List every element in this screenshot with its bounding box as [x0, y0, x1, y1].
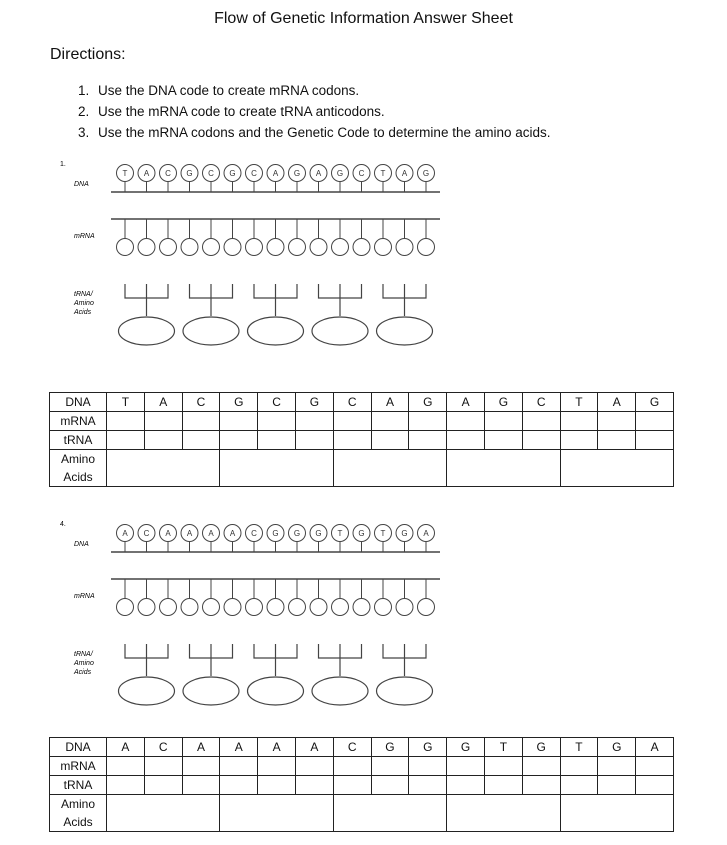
trna-fork	[254, 284, 297, 316]
dna-base-letter: T	[337, 529, 343, 538]
direction-step: 1. Use the DNA code to create mRNA codons.	[78, 83, 360, 98]
dna-base-letter: G	[293, 529, 301, 538]
mrna-answer-cell[interactable]	[484, 412, 522, 431]
trna-answer-cell[interactable]	[522, 431, 560, 450]
mrna-base-circle	[160, 599, 177, 616]
dna-base-letter: G	[229, 169, 236, 178]
dna-base-cell: A	[258, 738, 296, 757]
directions-heading: Directions:	[50, 46, 126, 63]
amino-acid-oval	[183, 677, 239, 705]
trna-answer-cell[interactable]	[107, 431, 145, 450]
dna-label: DNA	[74, 181, 89, 188]
mrna-answer-cell[interactable]	[144, 412, 182, 431]
dna-base-letter: G	[401, 529, 408, 538]
dna-base-letter: A	[401, 169, 408, 178]
dna-base-cell: C	[333, 393, 371, 412]
amino-acid-oval	[183, 317, 239, 345]
mrna-answer-cell[interactable]	[182, 757, 220, 776]
mrna-answer-cell[interactable]	[295, 412, 333, 431]
trna-answer-cell[interactable]	[295, 431, 333, 450]
dna-base-letter: A	[186, 529, 193, 538]
trna-answer-cell[interactable]	[144, 776, 182, 795]
dna-diagram-2	[58, 516, 458, 716]
directions-list	[78, 80, 551, 143]
mrna-answer-cell[interactable]	[636, 412, 674, 431]
dna-base-letter: A	[122, 529, 128, 538]
dna-base-letter: G	[336, 169, 344, 178]
amino-acid-oval	[312, 317, 368, 345]
dna-base-cell: A	[220, 738, 258, 757]
mrna-base-circle	[267, 239, 284, 256]
trna-answer-cell[interactable]	[409, 431, 447, 450]
dna-base-letter: A	[165, 529, 171, 538]
trna-fork	[383, 644, 426, 676]
dna-base-cell: T	[107, 393, 145, 412]
dna-base-cell: A	[371, 393, 409, 412]
amino-acid-answer-cell[interactable]	[107, 795, 220, 832]
trna-answer-cell[interactable]	[220, 776, 258, 795]
mrna-base-circle	[353, 239, 370, 256]
mrna-base-circle	[267, 599, 284, 616]
trna-answer-cell[interactable]	[182, 431, 220, 450]
mrna-answer-cell[interactable]	[522, 757, 560, 776]
mrna-answer-cell[interactable]	[371, 412, 409, 431]
dna-base-cell: G	[409, 393, 447, 412]
trna-answer-cell[interactable]	[107, 776, 145, 795]
trna-answer-cell[interactable]	[295, 776, 333, 795]
mrna-base-circle	[160, 239, 177, 256]
dna-base-cell: G	[295, 393, 333, 412]
dna-base-letter: C	[251, 529, 257, 538]
mrna-answer-cell[interactable]	[182, 412, 220, 431]
dna-base-letter: G	[315, 529, 322, 538]
mrna-base-circle	[353, 599, 370, 616]
mrna-answer-cell[interactable]	[598, 757, 636, 776]
dna-base-letter: G	[358, 529, 365, 538]
direction-step: 3. Use the mRNA codons and the Genetic Code to determine the amino acids.	[78, 125, 551, 140]
mrna-answer-cell[interactable]	[484, 757, 522, 776]
dna-base-letter: G	[293, 169, 301, 178]
mrna-answer-cell[interactable]	[107, 412, 145, 431]
dna-base-letter: G	[186, 169, 193, 178]
mrna-answer-cell[interactable]	[371, 757, 409, 776]
trna-answer-cell[interactable]	[598, 431, 636, 450]
mrna-answer-cell[interactable]	[258, 412, 296, 431]
trna-answer-cell[interactable]	[371, 776, 409, 795]
mrna-base-circle	[117, 599, 134, 616]
mrna-base-circle	[181, 239, 198, 256]
row-label-mrna: mRNA	[50, 412, 107, 431]
dna-strand	[111, 525, 440, 553]
dna-base-letter: C	[143, 529, 150, 538]
dna-base-cell: C	[333, 738, 371, 757]
mrna-label: mRNA	[74, 593, 95, 600]
mrna-answer-cell[interactable]	[598, 412, 636, 431]
amino-acid-oval	[377, 677, 433, 705]
mrna-answer-cell[interactable]	[333, 412, 371, 431]
dna-base-cell: A	[182, 738, 220, 757]
trna-answer-cell[interactable]	[144, 431, 182, 450]
trna-answer-cell[interactable]	[484, 431, 522, 450]
dna-base-cell: A	[598, 393, 636, 412]
dna-base-cell: G	[371, 738, 409, 757]
trna-fork	[383, 284, 426, 316]
mrna-answer-cell[interactable]	[522, 412, 560, 431]
trna-fork	[190, 284, 233, 316]
trna-amino-acid-row	[119, 644, 433, 705]
dna-base-cell: T	[560, 393, 598, 412]
dna-base-letter: G	[272, 529, 279, 538]
mrna-base-circle	[203, 239, 220, 256]
trna-answer-cell[interactable]	[258, 431, 296, 450]
amino-acid-answer-cell[interactable]	[220, 795, 333, 832]
mrna-answer-cell[interactable]	[107, 757, 145, 776]
amino-acid-answer-cell[interactable]	[447, 795, 560, 832]
mrna-base-circle	[332, 599, 349, 616]
amino-acid-answer-cell[interactable]	[220, 450, 333, 487]
dna-base-letter: A	[423, 529, 429, 538]
trna-answer-cell[interactable]	[560, 431, 598, 450]
trna-answer-cell[interactable]	[333, 431, 371, 450]
dna-base-letter: A	[229, 529, 236, 538]
page-title: Flow of Genetic Information Answer Sheet	[214, 10, 513, 27]
mrna-base-circle	[396, 239, 413, 256]
trna-answer-cell[interactable]	[522, 776, 560, 795]
dna-base-cell: A	[636, 738, 674, 757]
dna-base-cell: C	[182, 393, 220, 412]
amino-acid-answer-cell[interactable]	[333, 795, 446, 832]
mrna-answer-cell[interactable]	[409, 757, 447, 776]
mrna-base-circle	[332, 239, 349, 256]
dna-base-cell: G	[220, 393, 258, 412]
mrna-base-circle	[289, 599, 306, 616]
acids-label: Acids	[74, 309, 92, 316]
trna-fork	[254, 644, 297, 676]
amino-acid-oval	[248, 677, 304, 705]
dna-strand	[111, 165, 440, 193]
trna-fork	[190, 644, 233, 676]
mrna-base-circle	[418, 599, 435, 616]
trna-answer-cell[interactable]	[333, 776, 371, 795]
trna-answer-cell[interactable]	[447, 776, 485, 795]
row-label-dna: DNA	[50, 738, 107, 757]
mrna-base-circle	[117, 239, 134, 256]
mrna-base-circle	[310, 599, 327, 616]
mrna-answer-cell[interactable]	[295, 757, 333, 776]
trna-label: tRNA/	[74, 291, 93, 298]
mrna-base-circle	[224, 599, 241, 616]
mrna-answer-cell[interactable]	[144, 757, 182, 776]
trna-amino-acid-row	[119, 284, 433, 345]
dna-base-letter: A	[208, 529, 214, 538]
mrna-base-circle	[246, 599, 263, 616]
dna-diagram-1	[58, 156, 458, 356]
amino-acid-answer-cell[interactable]	[560, 450, 673, 487]
dna-base-letter: A	[143, 169, 150, 178]
dna-base-cell: G	[447, 738, 485, 757]
dna-base-letter: T	[380, 169, 386, 178]
trna-fork	[319, 644, 362, 676]
trna-answer-cell[interactable]	[220, 431, 258, 450]
mrna-answer-cell[interactable]	[560, 757, 598, 776]
dna-base-cell: A	[107, 738, 145, 757]
mrna-answer-cell[interactable]	[447, 757, 485, 776]
trna-answer-cell[interactable]	[371, 431, 409, 450]
mrna-answer-cell[interactable]	[447, 412, 485, 431]
dna-base-letter: G	[422, 169, 430, 178]
dna-base-letter: T	[380, 529, 386, 538]
trna-label: tRNA/	[74, 651, 93, 658]
mrna-answer-cell[interactable]	[560, 412, 598, 431]
dna-base-cell: C	[258, 393, 296, 412]
mrna-answer-cell[interactable]	[333, 757, 371, 776]
mrna-base-circle	[138, 599, 155, 616]
direction-step: 2. Use the mRNA code to create tRNA anticodons.	[78, 104, 385, 119]
dna-base-cell: T	[560, 738, 598, 757]
amino-acid-oval	[248, 317, 304, 345]
mrna-answer-cell[interactable]	[409, 412, 447, 431]
trna-answer-cell[interactable]	[560, 776, 598, 795]
trna-answer-cell[interactable]	[409, 776, 447, 795]
mrna-answer-cell[interactable]	[636, 757, 674, 776]
mrna-base-circle	[396, 599, 413, 616]
mrna-base-circle	[418, 239, 435, 256]
dna-base-letter: A	[272, 169, 279, 178]
amino-acid-oval	[119, 677, 175, 705]
dna-base-letter: C	[358, 169, 365, 178]
row-label-trna: tRNA	[50, 776, 107, 795]
dna-base-cell: G	[522, 738, 560, 757]
amino-label: Amino	[74, 300, 94, 307]
mrna-strand	[111, 219, 440, 256]
dna-base-cell: A	[447, 393, 485, 412]
dna-base-cell: A	[144, 393, 182, 412]
mrna-strand	[111, 579, 440, 616]
trna-answer-cell[interactable]	[636, 431, 674, 450]
trna-fork	[125, 284, 168, 316]
trna-answer-cell[interactable]	[484, 776, 522, 795]
dna-base-cell: G	[636, 393, 674, 412]
dna-base-cell: C	[144, 738, 182, 757]
mrna-answer-cell[interactable]	[220, 412, 258, 431]
trna-fork	[125, 644, 168, 676]
mrna-base-circle	[181, 599, 198, 616]
mrna-base-circle	[224, 239, 241, 256]
dna-base-letter: C	[208, 169, 214, 178]
dna-base-cell: G	[598, 738, 636, 757]
dna-base-cell: G	[484, 393, 522, 412]
dna-base-letter: C	[251, 169, 257, 178]
dna-base-letter: T	[122, 169, 128, 178]
amino-acid-oval	[119, 317, 175, 345]
mrna-base-circle	[375, 599, 392, 616]
amino-acid-oval	[312, 677, 368, 705]
mrna-label: mRNA	[74, 233, 95, 240]
dna-base-cell: G	[409, 738, 447, 757]
mrna-answer-cell[interactable]	[220, 757, 258, 776]
trna-answer-cell[interactable]	[182, 776, 220, 795]
dna-label: DNA	[74, 541, 89, 548]
row-label-dna: DNA	[50, 393, 107, 412]
mrna-base-circle	[310, 239, 327, 256]
amino-acid-answer-cell[interactable]	[333, 450, 446, 487]
mrna-answer-cell[interactable]	[258, 757, 296, 776]
row-label-trna: tRNA	[50, 431, 107, 450]
mrna-base-circle	[375, 239, 392, 256]
trna-answer-cell[interactable]	[258, 776, 296, 795]
dna-base-cell: T	[484, 738, 522, 757]
dna-base-cell: A	[295, 738, 333, 757]
mrna-base-circle	[203, 599, 220, 616]
mrna-base-circle	[138, 239, 155, 256]
dna-base-letter: C	[165, 169, 171, 178]
amino-acid-answer-cell[interactable]	[447, 450, 560, 487]
amino-acid-answer-cell[interactable]	[560, 795, 673, 832]
trna-answer-cell[interactable]	[598, 776, 636, 795]
diagram-number: 1.	[60, 161, 66, 168]
mrna-base-circle	[246, 239, 263, 256]
dna-base-cell: C	[522, 393, 560, 412]
dna-base-letter: A	[315, 169, 322, 178]
row-label-mrna: mRNA	[50, 757, 107, 776]
answer-table-2	[49, 737, 674, 832]
amino-acid-answer-cell[interactable]	[107, 450, 220, 487]
trna-answer-cell[interactable]	[636, 776, 674, 795]
row-label-amino-acids: Amino Acids	[50, 450, 107, 487]
amino-label: Amino	[74, 660, 94, 667]
amino-acid-oval	[377, 317, 433, 345]
diagram-number: 4.	[60, 521, 66, 528]
row-label-amino-acids: Amino Acids	[50, 795, 107, 832]
answer-table-1	[49, 392, 674, 487]
trna-fork	[319, 284, 362, 316]
acids-label: Acids	[74, 669, 92, 676]
trna-answer-cell[interactable]	[447, 431, 485, 450]
mrna-base-circle	[289, 239, 306, 256]
